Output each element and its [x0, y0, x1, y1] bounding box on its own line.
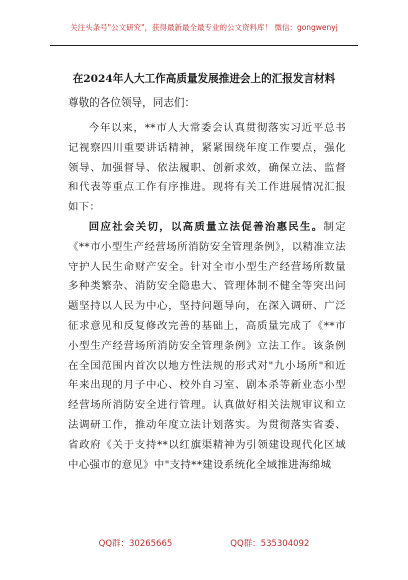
salutation: 尊敬的各位领导，同志们：: [68, 97, 196, 109]
section1-heading: 回应社会关切，以高质量立法促善治惠民生。: [88, 220, 324, 233]
section1-paragraph: [68, 218, 346, 475]
footer-qq-group-1: QQ群：30265665: [98, 539, 173, 549]
intro-paragraph: 今年以来，**市人大常委会认真贯彻落实习近平总书记视察四川重要讲话精神，紧紧围绕年度工作要点，强化领导、加强督导、依法履职、创新求效，确保立法、监督和代表等重点工作有序推进。现将有关工作进展情况汇报如下：: [68, 122, 346, 214]
footer: [0, 537, 408, 549]
header-note: 关注头条号"公文研究"，获得最新最全最专业的公文资料库！ 微信：gongwenyj: [70, 23, 338, 32]
header-divider: [50, 45, 358, 46]
document-title: 在2024年人大工作高质量发展推进会上的汇报发言材料: [72, 73, 336, 85]
section1-body: 制定《**市小型生产经营场所消防安全管理条例》，以精准立法守护人民生命财产安全。针对全市小型生产经营场所数量多种类繁杂、消防安全隐患大、管理体制不健全等突出问题坚持以人民为中心，坚持问题导向，在深入调研、广泛征求意见和反复修改完善的基础上，高质量完成了《**市小型生产经营场所消防安全管理条例》立法工作。该条例在全国范围内首次以地方性法规的形式对"九小场所"和近年来出现的月子中心、校外自习室、剧本杀等新业态小型经营场所消防安全进行管理。认真做好相关法规审议和立法调研工作，推动年度立法计划落实。为贯彻落实省委、省政府《关于支持**以红旗渠精神为引领建设现代化区域中心强市的意见》中"支持**建设系统化全域推进海绵城: [68, 220, 347, 471]
document-body: [68, 119, 346, 475]
footer-qq-group-2: QQ群：535304092: [230, 539, 310, 549]
